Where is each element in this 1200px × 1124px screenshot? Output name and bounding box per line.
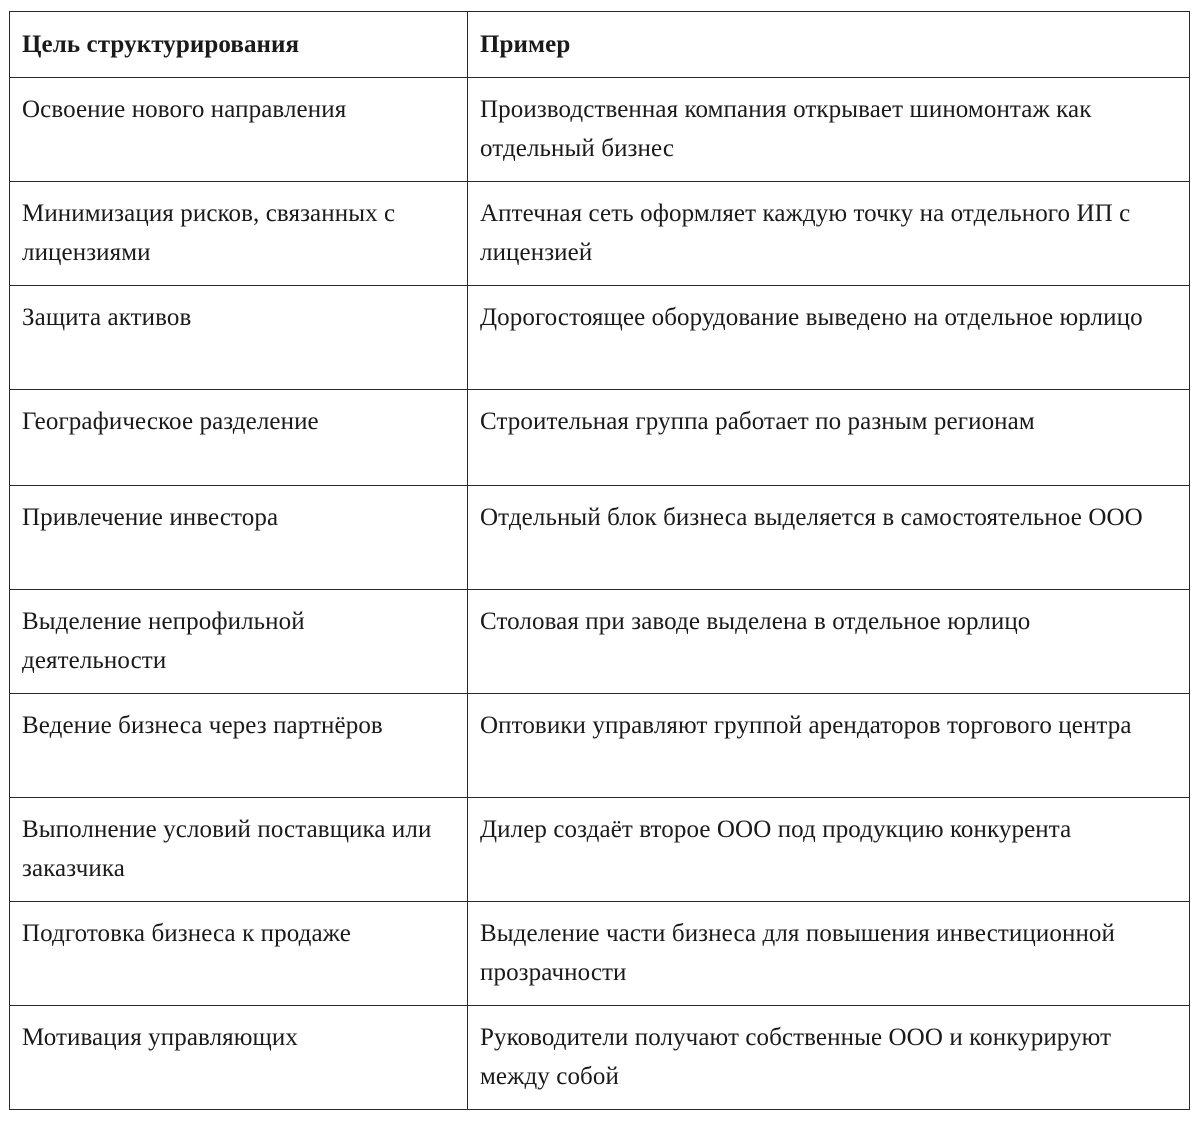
goal-cell: Ведение бизнеса через партнёров bbox=[10, 694, 468, 798]
table-row bbox=[10, 590, 1190, 694]
table-row bbox=[10, 286, 1190, 390]
table-row bbox=[10, 486, 1190, 590]
goal-cell: Подготовка бизнеса к продаже bbox=[10, 902, 468, 1006]
table-row bbox=[10, 78, 1190, 182]
table-body bbox=[10, 78, 1190, 1110]
example-cell: Оптовики управляют группой арендаторов торгового центра bbox=[468, 694, 1190, 798]
goal-cell: Выполнение условий поставщика или заказчика bbox=[10, 798, 468, 902]
goal-cell: Географическое разделение bbox=[10, 390, 468, 486]
goal-cell: Выделение непрофильной деятельности bbox=[10, 590, 468, 694]
table-row bbox=[10, 902, 1190, 1006]
example-cell: Дорогостоящее оборудование выведено на отдельное юрлицо bbox=[468, 286, 1190, 390]
example-cell: Руководители получают собственные ООО и конкурируют между собой bbox=[468, 1006, 1190, 1110]
table-row bbox=[10, 390, 1190, 486]
goal-cell: Минимизация рисков, связанных с лицензиями bbox=[10, 182, 468, 286]
header-example: Пример bbox=[468, 12, 1190, 78]
structuring-goals-table bbox=[9, 11, 1190, 1110]
table-row bbox=[10, 182, 1190, 286]
table-row bbox=[10, 694, 1190, 798]
example-cell: Дилер создаёт второе ООО под продукцию конкурента bbox=[468, 798, 1190, 902]
example-cell: Строительная группа работает по разным регионам bbox=[468, 390, 1190, 486]
example-cell: Столовая при заводе выделена в отдельное юрлицо bbox=[468, 590, 1190, 694]
example-cell: Производственная компания открывает шиномонтаж как отдельный бизнес bbox=[468, 78, 1190, 182]
table-header bbox=[10, 12, 1190, 78]
table-row bbox=[10, 798, 1190, 902]
header-row bbox=[10, 12, 1190, 78]
goal-cell: Привлечение инвестора bbox=[10, 486, 468, 590]
example-cell: Отдельный блок бизнеса выделяется в самостоятельное ООО bbox=[468, 486, 1190, 590]
goal-cell: Защита активов bbox=[10, 286, 468, 390]
example-cell: Выделение части бизнеса для повышения инвестиционной прозрачности bbox=[468, 902, 1190, 1006]
goal-cell: Освоение нового направления bbox=[10, 78, 468, 182]
table-row bbox=[10, 1006, 1190, 1110]
goal-cell: Мотивация управляющих bbox=[10, 1006, 468, 1110]
header-goal: Цель структурирования bbox=[10, 12, 468, 78]
example-cell: Аптечная сеть оформляет каждую точку на отдельного ИП с лицензией bbox=[468, 182, 1190, 286]
